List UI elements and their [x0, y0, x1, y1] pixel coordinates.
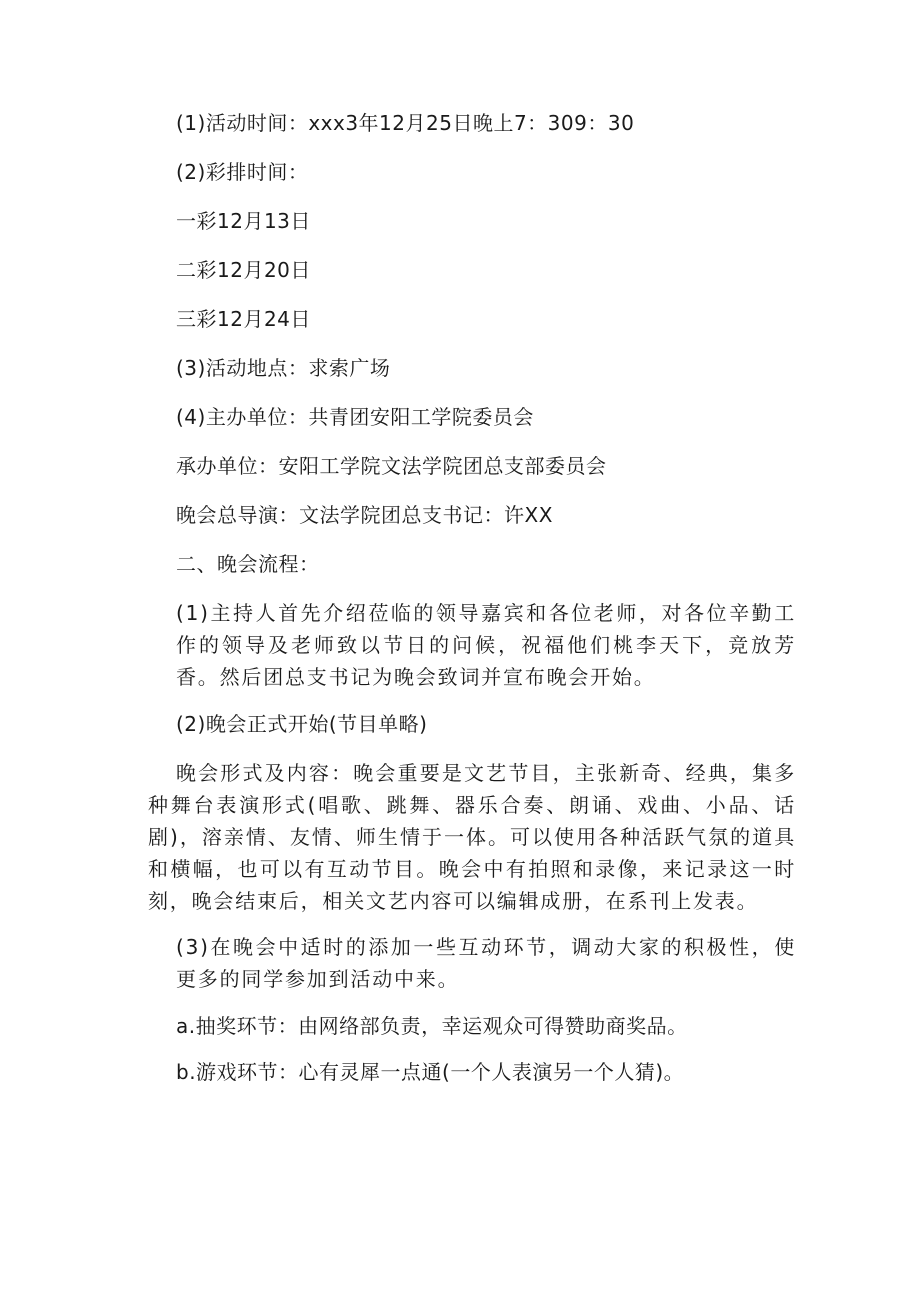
- item-a-lottery: a.抽奖环节：由网络部负责，幸运观众可得赞助商奖品。: [176, 1014, 688, 1038]
- item-b-game: b.游戏环节：心有灵犀一点通(一个人表演另一个人猜)。: [176, 1060, 685, 1084]
- host-organization: (4)主办单位：共青团安阳工学院委员会: [176, 405, 534, 429]
- rehearsal-2: 二彩12月20日: [176, 258, 311, 282]
- section-heading-flow: 二、晚会流程：: [176, 552, 320, 576]
- activity-location: (3)活动地点：求索广场: [176, 356, 391, 380]
- flow-paragraph-2: (2)晚会正式开始(节目单略): [176, 712, 428, 736]
- activity-time: (1)活动时间：xxx3年12月25日晚上7：309：30: [176, 111, 635, 135]
- chief-director: 晚会总导演：文法学院团总支书记：许XX: [176, 503, 553, 527]
- rehearsal-time-heading: (2)彩排时间：: [176, 160, 309, 184]
- flow-paragraph-3: (3)在晚会中适时的添加一些互动环节，调动大家的积极性，使更多的同学参加到活动中来。: [176, 935, 796, 991]
- flow-paragraph-1: (1)主持人首先介绍莅临的领导嘉宾和各位老师，对各位辛勤工作的领导及老师致以节日的问候，祝福他们桃李天下，竞放芳香。然后团总支书记为晚会致词并宣布晚会开始。: [176, 601, 796, 689]
- format-content-paragraph: 晚会形式及内容：晚会重要是文艺节目，主张新奇、经典，集多种舞台表演形式(唱歌、跳舞、器乐合奏、朗诵、戏曲、小品、话剧)，溶亲情、友情、师生情于一体。可以使用各种活跃气氛的道具和横幅，也可以有互动节目。晚会中有拍照和录像，来记录这一时刻，晚会结束后，相关文艺内容可以编辑成册，在系刊上发表。: [148, 761, 796, 913]
- rehearsal-1: 一彩12月13日: [176, 209, 311, 233]
- organizer: 承办单位：安阳工学院文法学院团总支部委员会: [176, 454, 607, 478]
- document-body: [148, 104, 796, 1091]
- rehearsal-3: 三彩12月24日: [176, 307, 311, 331]
